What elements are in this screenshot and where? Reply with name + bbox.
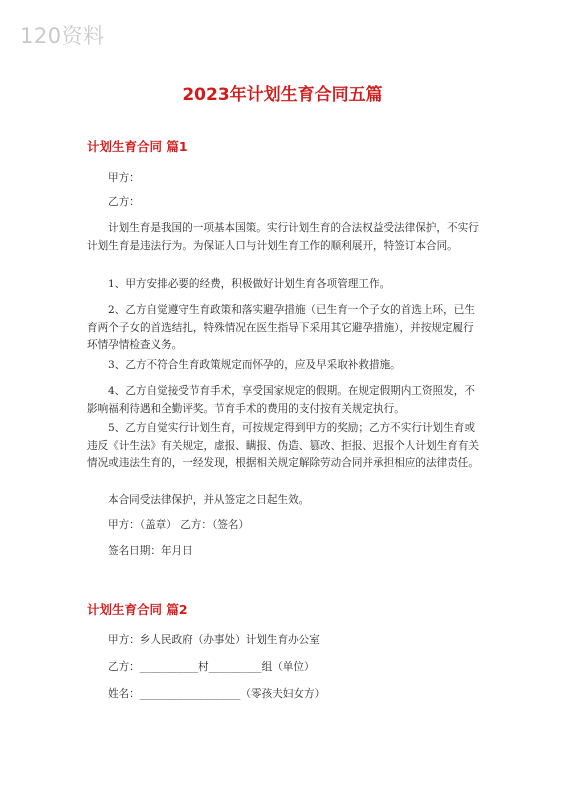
party-a-line: 甲方： (108, 172, 140, 184)
document-title: 2023年计划生育合同五篇 (182, 85, 383, 105)
clause-1: 1、甲方安排必要的经费，积极做好计划生育各项管理工作。 (108, 278, 391, 290)
section-heading-2: 计划生育合同 篇2 (87, 602, 188, 617)
clause-3: 3、乙方不符合生育政策规定而怀孕的，应及早采取补救措施。 (108, 359, 401, 371)
section-heading-1: 计划生育合同 篇1 (87, 139, 188, 154)
watermark: 120资料 (20, 24, 105, 48)
intro-paragraph: 计划生育是我国的一项基本国策。实行计划生育的合法权益受法律保护，不实行计划生育是违法行为。为保证人口与计划生育工作的顺利展开，特签订本合同。 (87, 222, 479, 252)
clause-4: 4、乙方自觉接受节育手术，享受国家规定的假期。在规定假期内工资照发，不影响福利待遇和全勤评奖。节育手术的费用的支付按有关规定执行。 (87, 385, 475, 415)
party-b-village: 乙方：___________村__________组（单位） (108, 661, 315, 673)
name-line: 姓名：___________________（零孩夫妇女方） (108, 688, 326, 700)
clause-5: 5、乙方自觉实行计划生育，可按规定得到甲方的奖励；乙方不实行计划生育或违反《计生法》有关规定，虚报、瞒报、伪造、篡改、拒报、迟报个人计划生育有关情况或违法生育的，一经发现，根据相关规定解除劳动合同并承担相应的法律责任。 (87, 422, 479, 470)
party-a-office: 甲方：乡人民政府（办事处）计划生育办公室 (108, 634, 320, 646)
signature-date: 签名日期：年月日 (108, 545, 193, 557)
clause-2: 2、乙方自觉遵守生育政策和落实避孕措施（已生育一个子女的首选上环，已生育两个子女的首选结扎，特殊情况在医生指导下采用其它避孕措施），并按规定履行环情孕情检查义务。 (87, 304, 475, 352)
effective-clause: 本合同受法律保护，并从签定之日起生效。 (108, 494, 310, 506)
signature-line: 甲方：（盖章） 乙方：（签名） (108, 519, 250, 531)
party-b-line: 乙方： (108, 196, 140, 208)
